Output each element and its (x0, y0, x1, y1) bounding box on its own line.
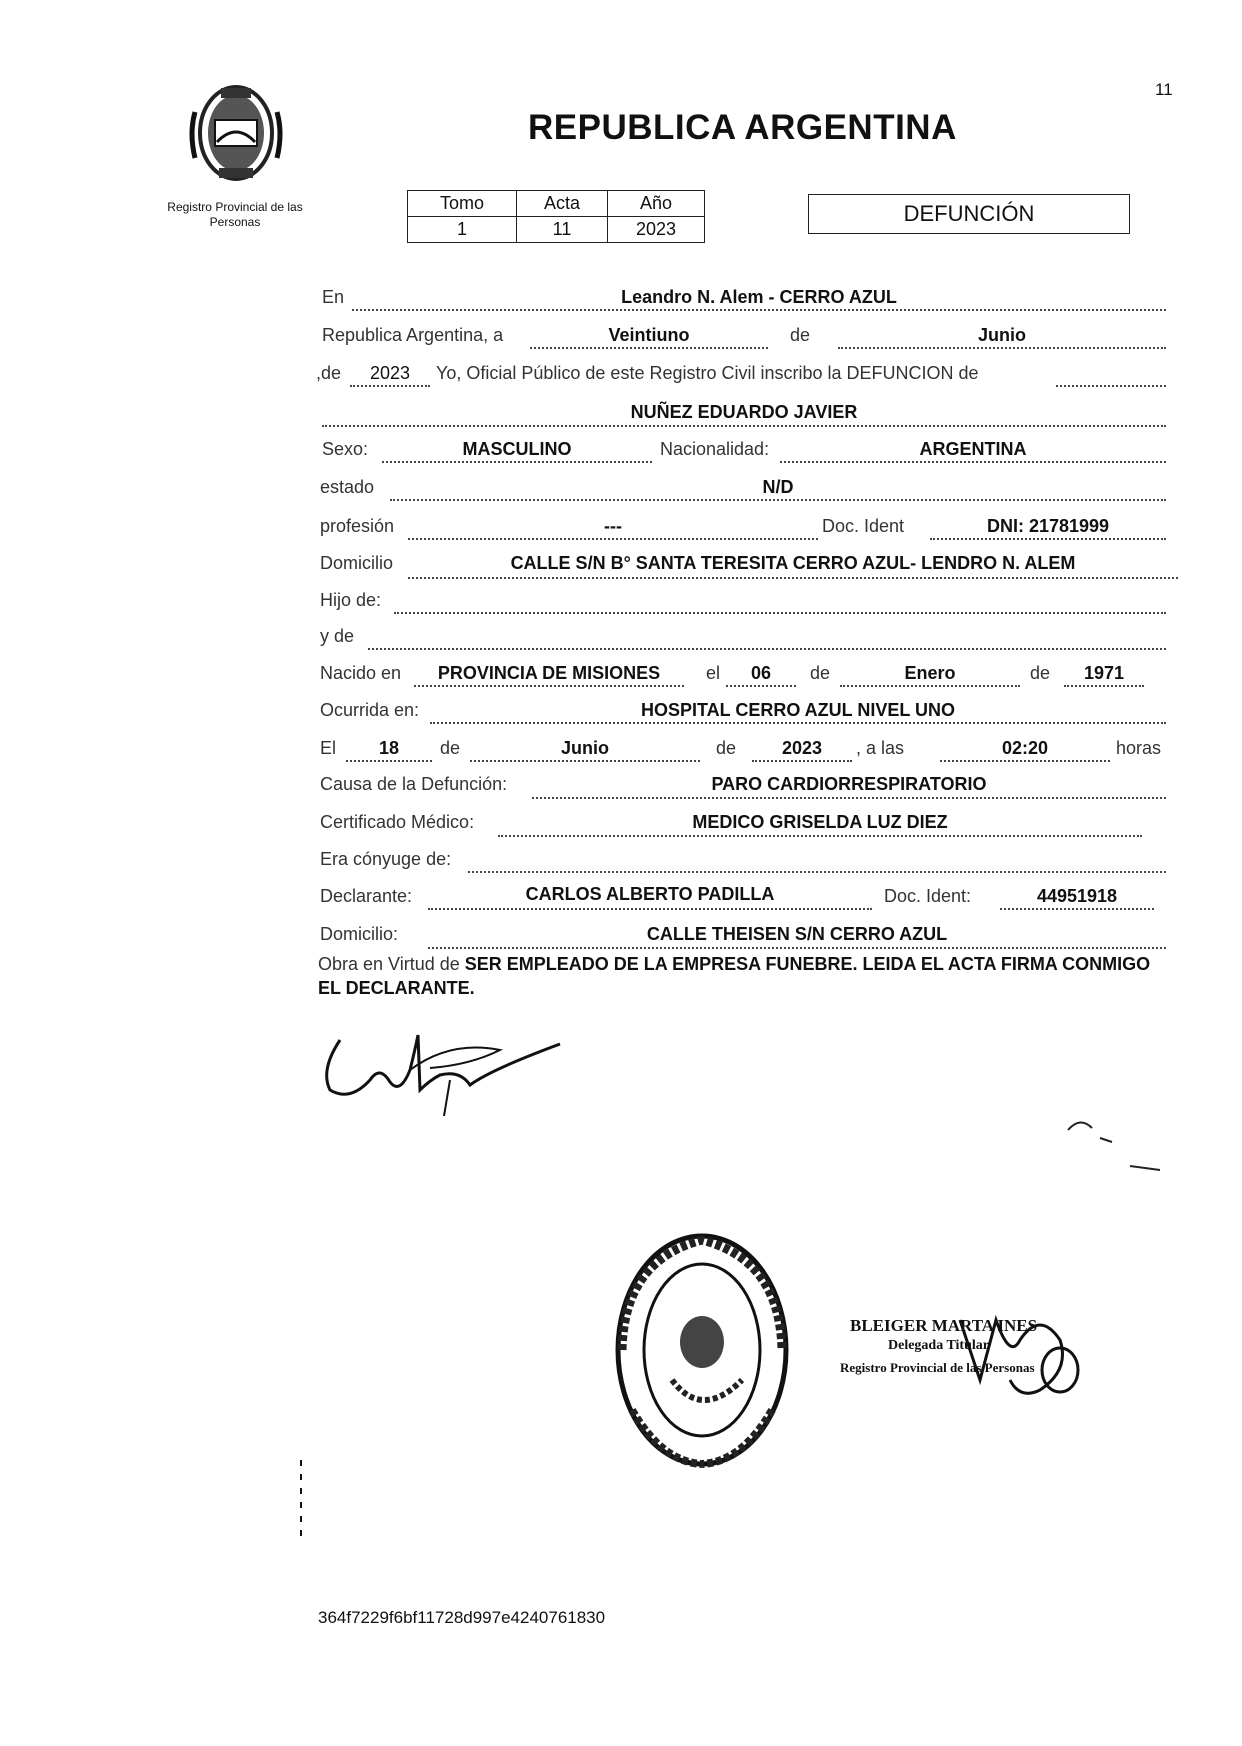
domicilio-label: Domicilio (320, 553, 394, 573)
margin-ticks (296, 1460, 306, 1540)
death-de1-label: de (440, 738, 461, 758)
hijo-label: Hijo de: (320, 590, 382, 610)
doc-ident-label: Doc. Ident (822, 516, 905, 536)
document-hash: 364f7229f6bf11728d997e4240761830 (318, 1608, 606, 1627)
republica-label: Republica Argentina, a (322, 325, 504, 345)
record-type-box: DEFUNCIÓN (808, 194, 1130, 234)
el2-label: El (320, 738, 337, 758)
table-header-acta: Acta (517, 191, 608, 217)
nacionalidad-value: ARGENTINA (919, 439, 1027, 459)
horas-label: horas (1116, 738, 1162, 758)
table-value-tomo: 1 (408, 217, 517, 243)
estado-value: N/D (762, 477, 794, 497)
deceased-name-value: NUÑEZ EDUARDO JAVIER (630, 402, 858, 422)
official-office: Registro Provincial de las Personas (840, 1360, 1035, 1375)
birth-de1-label: de (810, 663, 831, 683)
birth-day-value: 06 (750, 663, 772, 683)
a-las-label: , a las (856, 738, 905, 758)
day-words-value: Veintiuno (608, 325, 690, 345)
official-name: BLEIGER MARTA INES (850, 1316, 1038, 1335)
record-table (407, 190, 705, 243)
month-value: Junio (978, 325, 1026, 345)
table-header-anio: Año (608, 191, 705, 217)
el-label: el (706, 663, 721, 683)
table-value-anio: 2023 (608, 217, 705, 243)
declarante-label: Declarante: (320, 886, 413, 906)
certificado-label: Certificado Médico: (320, 812, 475, 832)
obra-en-virtud (318, 952, 1166, 1000)
nacionalidad-label: Nacionalidad: (660, 439, 770, 459)
doc-ident-value: DNI: 21781999 (986, 516, 1110, 536)
en-label: En (322, 287, 345, 307)
y-de-label: y de (320, 626, 355, 646)
profesion-label: profesión (320, 516, 395, 536)
table-value-acta: 11 (517, 217, 608, 243)
death-year-value: 2023 (781, 738, 823, 758)
domicilio-value: CALLE S/N B° SANTA TERESITA CERRO AZUL- LENDRO N. ALEM (510, 553, 1076, 573)
causa-label: Causa de la Defunción: (320, 774, 508, 794)
oficial-text: Yo, Oficial Público de este Registro Civil inscribo la DEFUNCION de (436, 363, 979, 383)
declarante-doc-label: Doc. Ident: (884, 886, 972, 906)
official-seal (612, 1230, 792, 1470)
estado-label: estado (320, 477, 375, 497)
birth-year-value: 1971 (1083, 663, 1125, 683)
ocurrida-label: Ocurrida en: (320, 700, 420, 720)
declarante-doc-value: 44951918 (1036, 886, 1118, 906)
death-day-value: 18 (378, 738, 400, 758)
declarante-domicilio-value: CALLE THEISEN S/N CERRO AZUL (646, 924, 948, 944)
certificado-value: MEDICO GRISELDA LUZ DIEZ (692, 812, 948, 832)
declarant-signature (310, 1010, 570, 1120)
nacido-value: PROVINCIA DE MISIONES (437, 663, 661, 683)
sexo-label: Sexo: (322, 439, 369, 459)
declarante-value: CARLOS ALBERTO PADILLA (525, 884, 775, 904)
death-de2-label: de (716, 738, 737, 758)
provincial-coat-of-arms-icon (185, 82, 287, 184)
registry-label: Registro Provincial de las Personas (167, 200, 303, 229)
death-time-value: 02:20 (1001, 738, 1049, 758)
birth-de2-label: de (1030, 663, 1051, 683)
page-title: REPUBLICA ARGENTINA (528, 108, 957, 147)
page-number: 11 (1155, 80, 1173, 99)
birth-month-value: Enero (904, 663, 956, 683)
declarante-domicilio-label: Domicilio: (320, 924, 399, 944)
de-label: de (790, 325, 811, 345)
conyuge-label: Era cónyuge de: (320, 849, 452, 869)
place-value: Leandro N. Alem - CERRO AZUL (621, 287, 897, 307)
ocurrida-value: HOSPITAL CERRO AZUL NIVEL UNO (640, 700, 956, 720)
obra-label: Obra en Virtud de (318, 954, 460, 974)
obra-value: SER EMPLEADO DE LA EMPRESA FUNEBRE. LEIDA EL ACTA FIRMA CONMIGO EL DECLARANTE. (318, 954, 1151, 998)
table-header-tomo: Tomo (408, 191, 517, 217)
margin-marks (1060, 1110, 1180, 1180)
causa-value: PARO CARDIORRESPIRATORIO (711, 774, 987, 794)
profesion-value: --- (604, 516, 622, 536)
death-month-value: Junio (561, 738, 609, 758)
official-signature (950, 1300, 1090, 1420)
official-role: Delegada Titular (888, 1338, 989, 1353)
year-prefix-label: ,de (316, 363, 342, 383)
sexo-value: MASCULINO (462, 439, 572, 459)
year-value: 2023 (369, 363, 411, 383)
nacido-label: Nacido en (320, 663, 402, 683)
